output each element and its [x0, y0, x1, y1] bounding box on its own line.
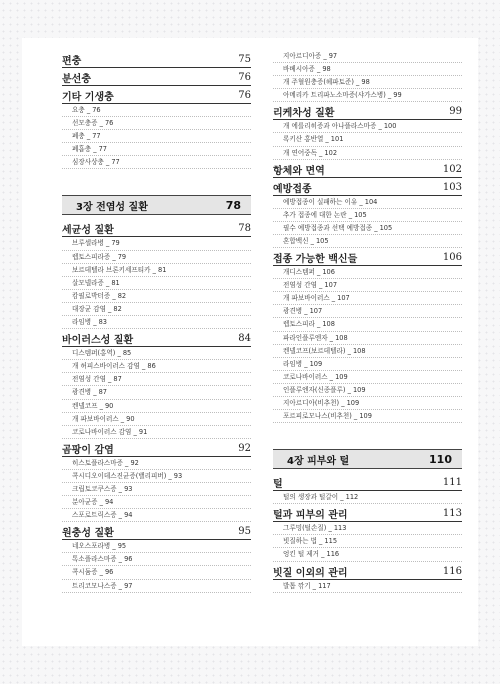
chapter-title: 4장 피부와 털 [287, 455, 350, 467]
toc-section-heading [62, 70, 251, 86]
toc-section-title: 항체와 면역 [273, 165, 325, 177]
toc-subentry: 브루셀라병 _ 79 [62, 237, 251, 250]
toc-subentry: 인플루엔자(신종플루) _ 109 [273, 384, 462, 397]
toc-subentry: 개 에를리히증과 아나플라스마증 _ 100 [273, 120, 462, 133]
toc-section-title: 편충 [62, 56, 82, 67]
toc-section-heading [62, 52, 251, 68]
chapter-page: 78 [225, 198, 241, 212]
toc-subentry: 개 파보바이러스 _ 90 [62, 413, 251, 426]
toc-subentry: 개디스템퍼 _ 106 [273, 266, 462, 279]
toc-subentry: 켄넬코프(보르데텔라) _ 108 [273, 345, 462, 358]
toc-section-page: 99 [449, 106, 462, 118]
toc-section-page: 76 [238, 72, 251, 83]
toc-subentry: 히스토플라스마증 _ 92 [62, 457, 251, 470]
toc-section-title: 빗질 이외의 관리 [273, 567, 348, 579]
toc-subentry: 콕시디오이데스진균증(밸리피버) _ 93 [62, 470, 251, 483]
toc-subentry: 포르피로모나스(비추천) _ 109 [273, 410, 462, 423]
toc-section-heading [273, 162, 462, 178]
toc-subentry: 그루밍(털손질) _ 113 [273, 522, 462, 535]
toc-right-column [273, 50, 462, 593]
toc-subentry: 광견병 _ 107 [273, 305, 462, 318]
toc-subentry: 개 주혈원충증(헤파토준) _ 98 [273, 76, 462, 89]
toc-subentry: 스포로트릭스증 _ 94 [62, 509, 251, 522]
toc-subentry: 캄필로박터증 _ 82 [62, 290, 251, 303]
toc-subentry: 톡소플라스마증 _ 96 [62, 553, 251, 566]
toc-subentry: 보르데텔라 브론키세프티카 _ 81 [62, 264, 251, 277]
toc-subentry: 디스템퍼(홍역) _ 85 [62, 347, 251, 360]
toc-section-title: 접종 가능한 백신들 [273, 254, 358, 266]
toc-subentry: 심장사상충 _ 77 [62, 156, 251, 169]
toc-subentry: 혼합백신 _ 105 [273, 235, 462, 248]
toc-section-title: 세균성 질환 [62, 225, 114, 237]
toc-subentry: 개 허피스바이러스 감염 _ 86 [62, 360, 251, 373]
toc-subentry: 선모충증 _ 76 [62, 117, 251, 130]
toc-subentry: 개 파보바이러스 _ 107 [273, 292, 462, 305]
toc-section-heading [62, 524, 251, 540]
toc-page [22, 38, 478, 646]
toc-subentry: 지아르디아(비추천) _ 109 [273, 397, 462, 410]
toc-subentry: 코로나바이러스 감염 _ 91 [62, 426, 251, 439]
toc-subentry: 필수 예방접종과 선택 예방접종 _ 105 [273, 222, 462, 235]
toc-subentry: 켄넬코프 _ 90 [62, 400, 251, 413]
toc-subentry: 렙토스피라 _ 108 [273, 318, 462, 331]
toc-subentry: 털의 생장과 털갈이 _ 112 [273, 491, 462, 504]
toc-subentry: 대장균 감염 _ 82 [62, 303, 251, 316]
toc-section-heading [273, 506, 462, 522]
toc-subentry: 개 연어중독 _ 102 [273, 147, 462, 160]
toc-subentry: 전염성 간염 _ 87 [62, 373, 251, 386]
toc-section-title: 기타 기생충 [62, 92, 114, 103]
toc-section-title: 분선충 [62, 74, 91, 85]
toc-section-page: 103 [442, 181, 462, 193]
toc-subentry: 분아균증 _ 94 [62, 496, 251, 509]
toc-section-title: 예방접종 [273, 183, 312, 195]
toc-section-page: 75 [238, 54, 251, 65]
toc-subentry: 빗질하는 법 _ 115 [273, 535, 462, 548]
toc-subentry: 라임병 _ 83 [62, 316, 251, 329]
toc-subentry: 요충 _ 76 [62, 104, 251, 117]
toc-section-title: 원충성 질환 [62, 528, 114, 540]
toc-section-title: 털 [273, 479, 283, 491]
toc-section-heading [273, 180, 462, 196]
toc-subentry: 바베시아증 _ 98 [273, 63, 462, 76]
toc-subentry: 파라인플루엔자 _ 108 [273, 332, 462, 345]
toc-section-heading [273, 475, 462, 491]
toc-subentry: 크립토코쿠스증 _ 93 [62, 483, 251, 496]
toc-section-heading [273, 250, 462, 266]
toc-section-title: 리케차성 질환 [273, 108, 335, 120]
toc-subentry: 코로나바이러스 _ 109 [273, 371, 462, 384]
toc-section-title: 곰팡이 감염 [62, 444, 114, 456]
toc-section-page: 78 [238, 223, 251, 235]
toc-section-page: 111 [442, 477, 462, 489]
toc-subentry: 발톱 깎기 _ 117 [273, 580, 462, 593]
chapter-heading [273, 449, 462, 469]
toc-subentry: 록키산 홍반열 _ 101 [273, 133, 462, 146]
toc-section-heading [62, 331, 251, 347]
toc-subentry: 트리코모나스증 _ 97 [62, 580, 251, 593]
toc-section-heading [62, 221, 251, 237]
toc-subentry: 콕시듐증 _ 96 [62, 566, 251, 579]
toc-subentry: 렙토스피라증 _ 79 [62, 251, 251, 264]
toc-subentry: 아메리카 트리파노소마증(샤가스병) _ 99 [273, 89, 462, 102]
toc-subentry: 살모넬라증 _ 81 [62, 277, 251, 290]
toc-section-page: 92 [238, 442, 251, 454]
toc-subentry: 폐충 _ 77 [62, 130, 251, 143]
toc-section-page: 102 [442, 163, 462, 175]
toc-section-heading [62, 441, 251, 457]
toc-section-title: 바이러스성 질환 [62, 335, 134, 347]
toc-subentry: 지아르디아증 _ 97 [273, 50, 462, 63]
toc-subentry: 광견병 _ 87 [62, 386, 251, 399]
toc-subentry: 라임병 _ 109 [273, 358, 462, 371]
chapter-page: 110 [429, 452, 452, 466]
toc-section-page: 84 [238, 333, 251, 345]
toc-subentry: 네오스포라병 _ 95 [62, 540, 251, 553]
toc-section-page: 76 [238, 90, 251, 101]
toc-subentry: 전염성 간염 _ 107 [273, 279, 462, 292]
toc-section-page: 106 [442, 252, 462, 264]
toc-section-heading [273, 104, 462, 120]
toc-section-page: 95 [238, 526, 251, 538]
toc-subentry: 추가 접종에 대한 논란 _ 105 [273, 209, 462, 222]
toc-section-heading [62, 88, 251, 104]
toc-subentry: 예방접종이 실패하는 이유 _ 104 [273, 196, 462, 209]
toc-subentry: 폐흡충 _ 77 [62, 143, 251, 156]
toc-section-heading [273, 564, 462, 580]
toc-section-page: 116 [442, 565, 462, 577]
toc-left-column [62, 50, 251, 593]
chapter-heading [62, 195, 251, 215]
toc-subentry: 엉킨 털 제거 _ 116 [273, 548, 462, 561]
toc-section-title: 털과 피부의 관리 [273, 510, 348, 522]
toc-section-page: 113 [442, 508, 462, 520]
chapter-title: 3장 전염성 질환 [76, 201, 148, 213]
